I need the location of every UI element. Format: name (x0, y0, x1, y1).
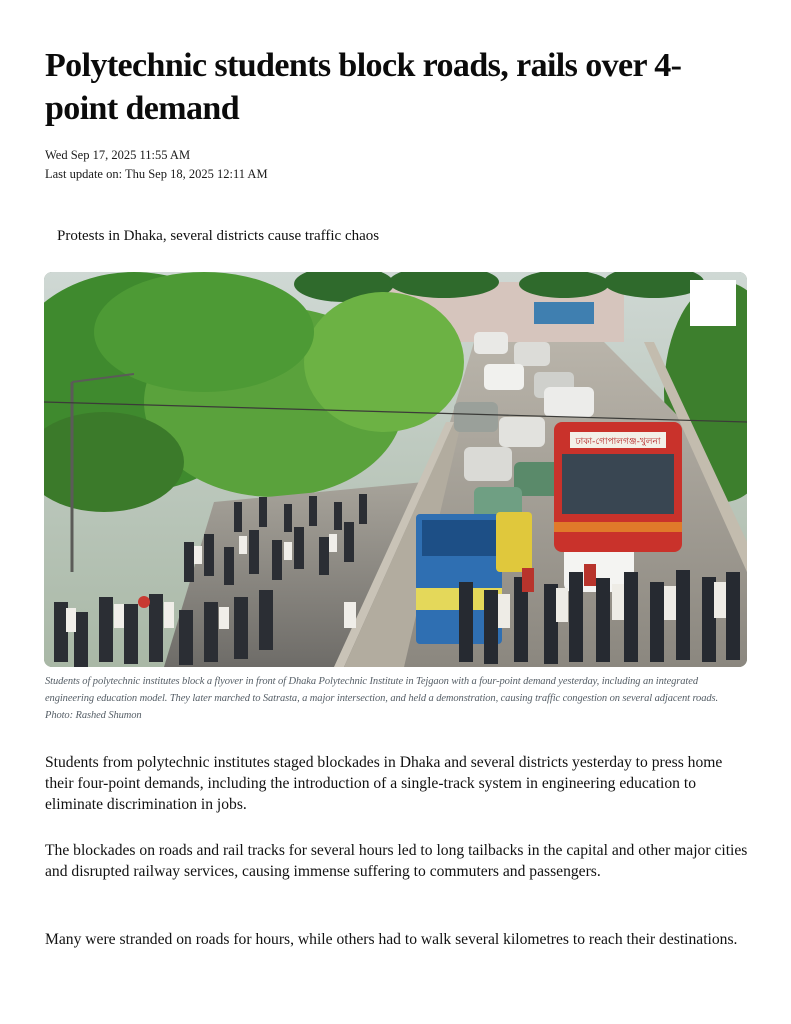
body-paragraph-1: Students from polytechnic institutes staged blockades in Dhaka and several districts yesterday to press home their four-point demands, including the introduction of a single-track system in engineering education to eliminate discrimination in jobs. (45, 754, 723, 813)
body-paragraph-2: The blockades on roads and rail tracks for several hours led to long tailbacks in the capital and other major cities and disrupted railway services, causing immense suffering to commuters and passengers. (45, 842, 748, 880)
protest-flyover-photo (44, 272, 747, 667)
body-paragraph-3: Many were stranded on roads for hours, while others had to walk several kilometres to reach their destinations. (45, 931, 738, 948)
published-date: Wed Sep 17, 2025 11:55 AM (45, 148, 191, 162)
article-subhead: Protests in Dhaka, several districts cause traffic chaos (57, 228, 380, 244)
article-headline: Polytechnic students block roads, rails over 4-point demand (45, 47, 682, 127)
bus-destination-sign: ঢাকা-গোপালগঞ্জ-খুলনা (575, 437, 661, 447)
photo-caption: Students of polytechnic institutes block a flyover in front of Dhaka Polytechnic Institute in Tejgaon with a four-point demand yesterday, including an integrated engineering education model. They later marched to Satrasta, a major intersection, and held a demonstration, causing traffic congestion on several adjacent roads. Photo: Rashed Shumon (45, 676, 719, 721)
last-updated-date: Last update on: Thu Sep 18, 2025 12:11 AM (45, 167, 268, 181)
article-photo (44, 272, 747, 667)
